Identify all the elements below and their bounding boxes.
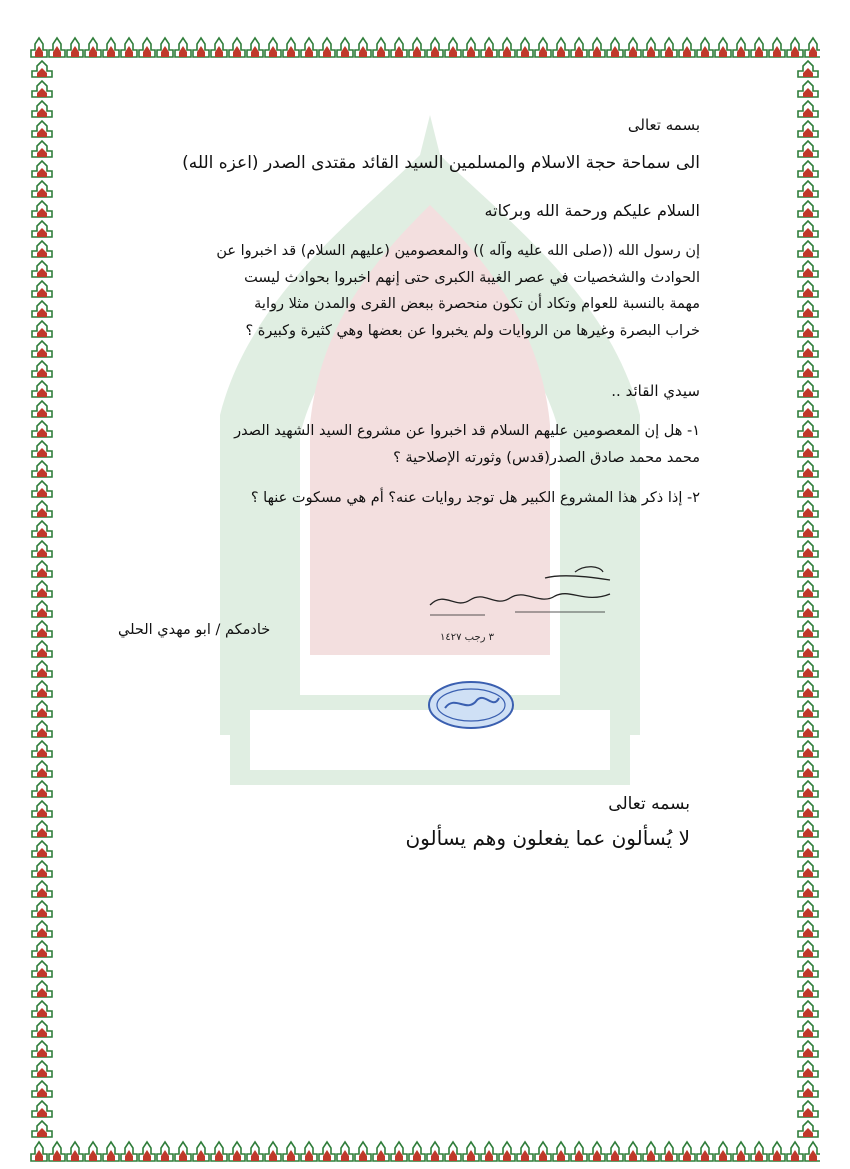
border-left (30, 58, 54, 1138)
border-top (30, 34, 820, 58)
border-right (796, 58, 820, 1138)
question-2: ٢- إذا ذكر هذا المشروع الكبير هل توجد روايات عنه؟ أم هي مسكوت عنها ؟ (250, 490, 700, 506)
letter-body-line: مهمة بالنسبة للعوام وتكاد أن تكون منحصرة ببعض القرى والمدن مثلا رواية (254, 296, 700, 312)
handwritten-reply (425, 560, 615, 635)
round-seal-stamp-icon (427, 680, 515, 730)
reply-text: لا يُسألون عما يفعلون وهم يسألون (405, 826, 690, 850)
question-1-line: ١- هل إن المعصومين عليهم السلام قد اخبروا عن مشروع السيد الشهيد الصدر (234, 423, 700, 439)
letter-address-line: سيدي القائد .. (611, 382, 700, 400)
letter-body-line: الحوادث والشخصيات في عصر الغيبة الكبرى حتى إنهم اخبروا بحوادث ليست (244, 270, 700, 286)
letter-basmala: بسمه تعالى (627, 116, 700, 134)
reply-title: بسمه تعالى (608, 794, 690, 814)
handwritten-date: ٣ رجب ١٤٢٧ (440, 632, 495, 643)
border-bottom (30, 1138, 820, 1162)
letter-body-line: خراب البصرة وغيرها من الروايات ولم يخبروا عن بعضها وهي كثيرة وكبيرة ؟ (245, 323, 700, 339)
question-1-line: محمد محمد صادق الصدر(قدس) وثورته الإصلاحية ؟ (393, 450, 700, 466)
letter-addressee: الى سماحة حجة الاسلام والمسلمين السيد القائد مقتدى الصدر (اعزه الله) (182, 153, 700, 173)
letter-body-line: إن رسول الله ((صلى الله عليه وآله )) والمعصومين (عليهم السلام) قد اخبروا عن (216, 243, 700, 259)
signer: خادمكم / ابو مهدي الحلي (118, 622, 271, 638)
letter-greeting: السلام عليكم ورحمة الله وبركاته (484, 201, 700, 220)
